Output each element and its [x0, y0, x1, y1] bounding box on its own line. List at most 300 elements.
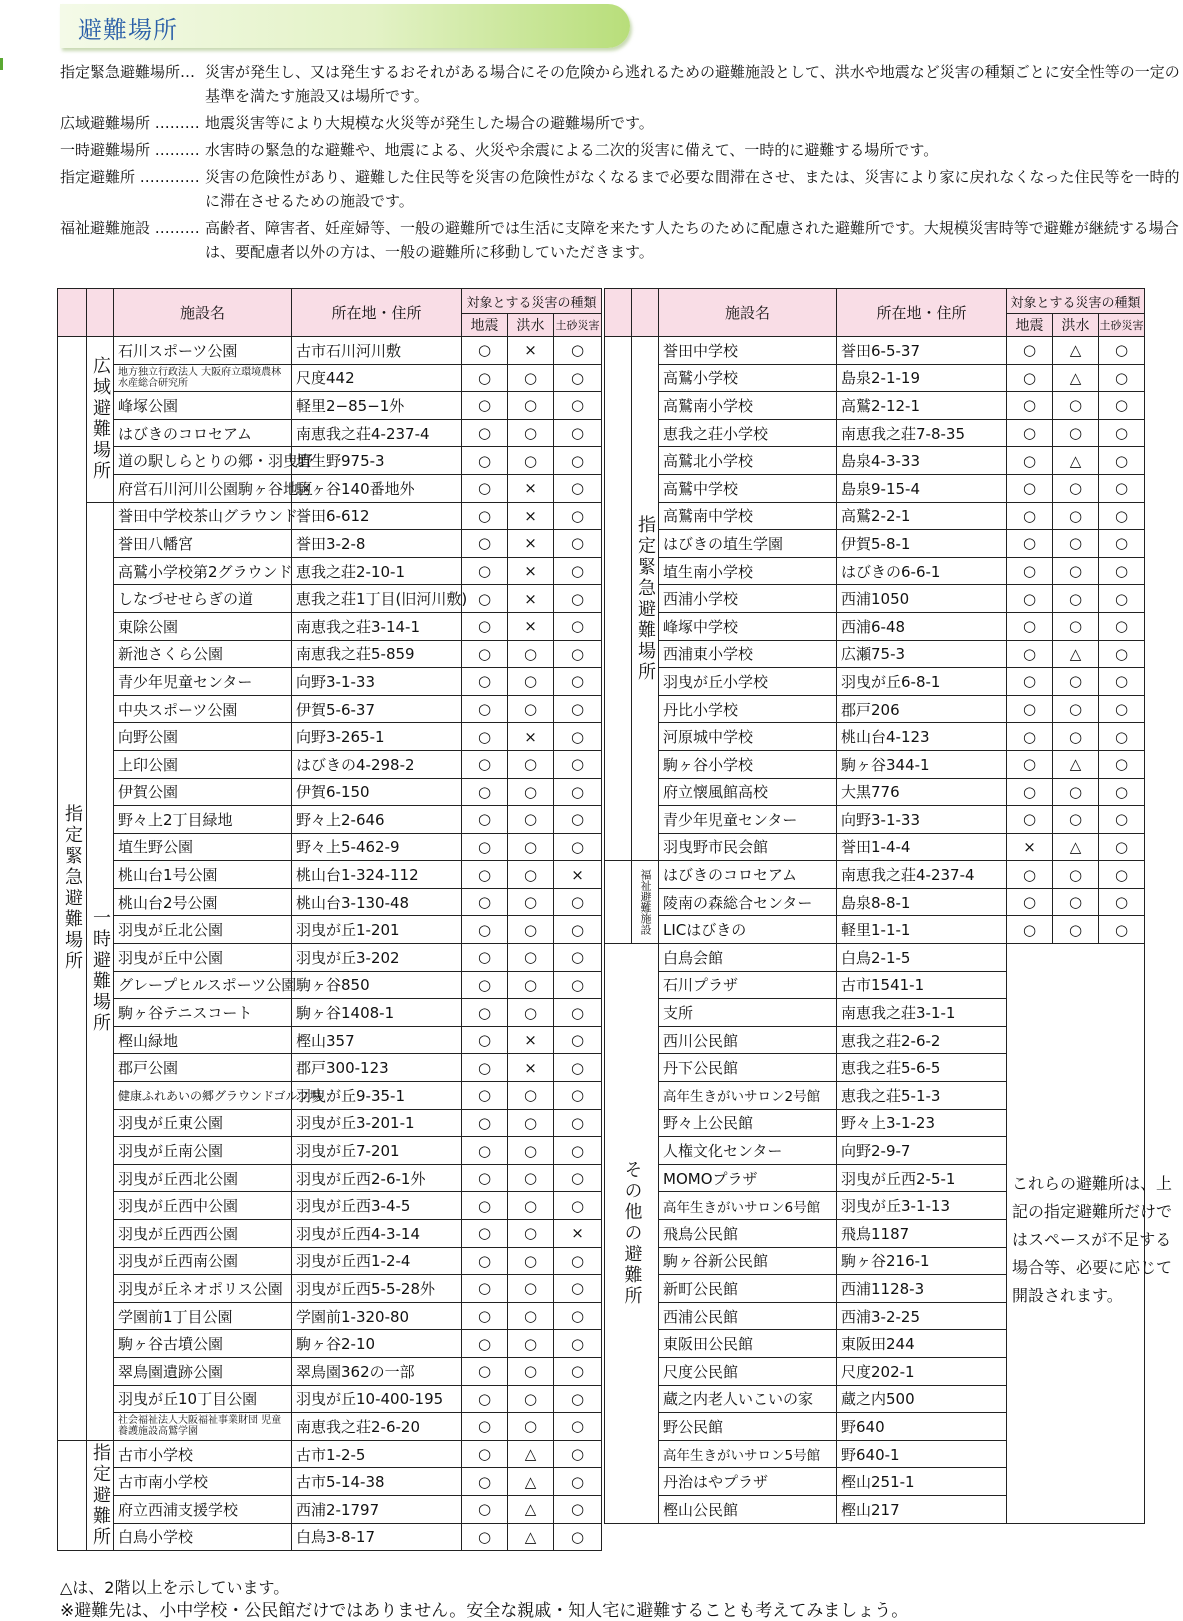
- header-landslide: 土砂災害: [1099, 314, 1145, 337]
- landslide-mark: ○: [554, 999, 602, 1027]
- facility-address: 郡戸300-123: [292, 1054, 462, 1082]
- facility-name: 白鳥小学校: [114, 1523, 292, 1551]
- facility-name: 陵南の森総合センター: [659, 888, 837, 916]
- flood-mark: ○: [508, 778, 554, 806]
- landslide-mark: ○: [554, 916, 602, 944]
- facility-address: 恵我之荘2-10-1: [292, 557, 462, 585]
- facility-address: 羽曳が丘西5-5-28外: [292, 1275, 462, 1303]
- flood-mark: ○: [508, 999, 554, 1027]
- definition-item: [60, 165, 1180, 213]
- table-row: [605, 502, 1145, 530]
- flood-mark: ×: [508, 474, 554, 502]
- facility-address: 島泉8-8-1: [837, 888, 1007, 916]
- facility-address: 南恵我之荘4-237-4: [837, 861, 1007, 889]
- flood-mark: ○: [508, 971, 554, 999]
- table-row: [58, 612, 602, 640]
- facility-name: 恵我之荘小学校: [659, 419, 837, 447]
- definition-desc: 高齢者、障害者、妊産婦等、一般の避難所では生活に支障を来たす人たちのために配慮された避難所です。大規模災害時等で避難が継続する場合は、要配慮者以外の方は、一般の避難所に移動していただきます。: [205, 219, 1179, 261]
- facility-address: 羽曳が丘1-201: [292, 916, 462, 944]
- facility-name: 高鷲中学校: [659, 474, 837, 502]
- earthquake-mark: ○: [462, 337, 508, 365]
- header-blank: [632, 289, 659, 337]
- facility-name: 西浦小学校: [659, 585, 837, 613]
- earthquake-mark: ○: [462, 530, 508, 558]
- facility-address: 羽曳が丘西2-5-1: [837, 1164, 1007, 1192]
- facility-name: 羽曳が丘西北公園: [114, 1164, 292, 1192]
- table-row: [58, 1357, 602, 1385]
- facility-address: 野々上5-462-9: [292, 833, 462, 861]
- facility-name: 野々上公民館: [659, 1109, 837, 1137]
- table-row: [58, 585, 602, 613]
- flood-mark: ○: [1053, 502, 1099, 530]
- landslide-mark: ○: [1099, 419, 1145, 447]
- landslide-mark: ○: [554, 557, 602, 585]
- facility-name: 古市南小学校: [114, 1468, 292, 1496]
- table-row: [58, 1109, 602, 1137]
- facility-address: 高鷲2-2-1: [837, 502, 1007, 530]
- table-row: [58, 392, 602, 420]
- landslide-mark: ○: [554, 1523, 602, 1551]
- flood-mark: ○: [508, 1247, 554, 1275]
- facility-address: 桃山台3-130-48: [292, 888, 462, 916]
- group-label-wide-area: 広域避難場所: [87, 337, 114, 503]
- landslide-mark: ○: [1099, 723, 1145, 751]
- facility-name: 桃山台1号公園: [114, 861, 292, 889]
- table-row: [605, 861, 1145, 889]
- facility-address: 向野3-1-33: [837, 806, 1007, 834]
- table-row: [58, 1054, 602, 1082]
- flood-mark: ○: [508, 447, 554, 475]
- landslide-mark: ○: [554, 1192, 602, 1220]
- earthquake-mark: ○: [462, 999, 508, 1027]
- flood-mark: △: [508, 1468, 554, 1496]
- earthquake-mark: ○: [462, 1026, 508, 1054]
- landslide-mark: ○: [1099, 640, 1145, 668]
- definition-term: 指定避難所 …………: [60, 168, 200, 186]
- facility-name: 埴生野公園: [114, 833, 292, 861]
- flood-mark: ○: [1053, 806, 1099, 834]
- flood-mark: △: [1053, 750, 1099, 778]
- facility-address: 翠鳥園362の一部: [292, 1357, 462, 1385]
- landslide-mark: ○: [554, 806, 602, 834]
- table-row: [58, 999, 602, 1027]
- facility-name: 羽曳が丘東公園: [114, 1109, 292, 1137]
- facility-address: 向野3-265-1: [292, 723, 462, 751]
- landslide-mark: ×: [554, 861, 602, 889]
- flood-mark: ○: [508, 1137, 554, 1165]
- facility-address: 伊賀5-6-37: [292, 695, 462, 723]
- facility-name: 埴生南小学校: [659, 557, 837, 585]
- facility-address: 桃山台1-324-112: [292, 861, 462, 889]
- facility-address: 羽曳が丘3-1-13: [837, 1192, 1007, 1220]
- facility-address: 蔵之内500: [837, 1385, 1007, 1413]
- earthquake-mark: ○: [1007, 861, 1053, 889]
- landslide-mark: ○: [554, 530, 602, 558]
- earthquake-mark: ○: [1007, 419, 1053, 447]
- facility-name: 白鳥会館: [659, 944, 837, 972]
- facility-name: 駒ヶ谷小学校: [659, 750, 837, 778]
- earthquake-mark: ○: [1007, 612, 1053, 640]
- header-blank: [87, 289, 114, 337]
- earthquake-mark: ○: [1007, 585, 1053, 613]
- facility-address: 羽曳が丘9-35-1: [292, 1082, 462, 1110]
- definitions-list: [60, 60, 1180, 267]
- table-row: [58, 888, 602, 916]
- earthquake-mark: ○: [1007, 695, 1053, 723]
- facility-address: 東阪田244: [837, 1330, 1007, 1358]
- landslide-mark: ○: [554, 337, 602, 365]
- earthquake-mark: ○: [462, 888, 508, 916]
- definition-desc: 水害時の緊急的な避難や、地震による、火災や余震による二次的災害に備えて、一時的に避難する場所です。: [205, 141, 939, 159]
- facility-name: 羽曳が丘10丁目公園: [114, 1385, 292, 1413]
- table-row: [58, 1440, 602, 1468]
- table-row: [605, 337, 1145, 365]
- earthquake-mark: ○: [1007, 557, 1053, 585]
- earthquake-mark: ○: [462, 1440, 508, 1468]
- landslide-mark: ○: [554, 695, 602, 723]
- facility-name: 駒ヶ谷テニスコート: [114, 999, 292, 1027]
- facility-address: 伊賀5-8-1: [837, 530, 1007, 558]
- group-label-emergency: 指定緊急避難場所: [58, 337, 87, 1441]
- facility-address: 野640-1: [837, 1440, 1007, 1468]
- table-row: [605, 474, 1145, 502]
- flood-mark: ○: [508, 944, 554, 972]
- definition-desc: 災害が発生し、又は発生するおそれがある場合にその危険から逃れるための避難施設として、洪水や地震など災害の種類ごとに安全性等の一定の基準を満たす施設又は場所です。: [205, 63, 1180, 105]
- table-row: [605, 364, 1145, 392]
- flood-mark: △: [1053, 447, 1099, 475]
- earthquake-mark: ○: [462, 1302, 508, 1330]
- earthquake-mark: ○: [462, 1330, 508, 1358]
- flood-mark: △: [1053, 337, 1099, 365]
- facility-name: 樫山公民館: [659, 1495, 837, 1523]
- table-row: [58, 1164, 602, 1192]
- flood-mark: ×: [508, 502, 554, 530]
- facility-name: 西川公民館: [659, 1026, 837, 1054]
- flood-mark: ○: [508, 750, 554, 778]
- flood-mark: ×: [508, 337, 554, 365]
- earthquake-mark: ○: [462, 695, 508, 723]
- definition-item: [60, 111, 1180, 135]
- table-row: [58, 806, 602, 834]
- flood-mark: ○: [508, 1192, 554, 1220]
- facility-address: 羽曳が丘西1-2-4: [292, 1247, 462, 1275]
- earthquake-mark: ○: [462, 861, 508, 889]
- section-title-bar: [60, 4, 630, 48]
- definition-desc: 地震災害等により大規模な火災等が発生した場合の避難場所です。: [205, 114, 654, 132]
- facility-name: 羽曳が丘西中公園: [114, 1192, 292, 1220]
- definition-item: [60, 138, 1180, 162]
- landslide-mark: ○: [554, 1275, 602, 1303]
- facility-name: 中央スポーツ公園: [114, 695, 292, 723]
- facility-name: 高年生きがいサロン2号館: [659, 1082, 837, 1110]
- earthquake-mark: ○: [462, 419, 508, 447]
- facility-name: 青少年児童センター: [659, 806, 837, 834]
- flood-mark: ○: [508, 861, 554, 889]
- facility-address: 西浦1128-3: [837, 1275, 1007, 1303]
- facility-address: 誉田3-2-8: [292, 530, 462, 558]
- flood-mark: ○: [508, 1109, 554, 1137]
- facility-address: 古市1-2-5: [292, 1440, 462, 1468]
- earthquake-mark: ○: [1007, 530, 1053, 558]
- earthquake-mark: ○: [462, 1164, 508, 1192]
- landslide-mark: ○: [554, 723, 602, 751]
- facility-address: 南恵我之荘2-6-20: [292, 1413, 462, 1441]
- facility-name: 羽曳が丘中公園: [114, 944, 292, 972]
- table-row: [605, 806, 1145, 834]
- flood-mark: △: [508, 1523, 554, 1551]
- table-row: [58, 447, 602, 475]
- header-facility-name: 施設名: [114, 289, 292, 337]
- landslide-mark: ○: [554, 502, 602, 530]
- flood-mark: ○: [1053, 612, 1099, 640]
- earthquake-mark: ○: [462, 557, 508, 585]
- facility-name: 向野公園: [114, 723, 292, 751]
- flood-mark: ○: [1053, 916, 1099, 944]
- flood-mark: ○: [508, 1302, 554, 1330]
- facility-name: しなづせせらぎの道: [114, 585, 292, 613]
- facility-name: 丹下公民館: [659, 1054, 837, 1082]
- flood-mark: ○: [508, 695, 554, 723]
- facility-address: 恵我之荘2-6-2: [837, 1026, 1007, 1054]
- table-row: [605, 585, 1145, 613]
- facility-address: 駒ヶ谷850: [292, 971, 462, 999]
- right-shelter-table: [604, 288, 1145, 1524]
- header-blank: [58, 289, 87, 337]
- earthquake-mark: ○: [462, 502, 508, 530]
- flood-mark: ○: [508, 916, 554, 944]
- facility-address: 西浦2-1797: [292, 1495, 462, 1523]
- table-row: [58, 1523, 602, 1551]
- landslide-mark: ○: [554, 474, 602, 502]
- table-row: [58, 557, 602, 585]
- flood-mark: △: [1053, 640, 1099, 668]
- facility-name: 高鷲小学校: [659, 364, 837, 392]
- earthquake-mark: ○: [462, 1192, 508, 1220]
- facility-name: 駒ヶ谷新公民館: [659, 1247, 837, 1275]
- earthquake-mark: ○: [462, 585, 508, 613]
- earthquake-mark: ○: [1007, 778, 1053, 806]
- landslide-mark: ○: [1099, 833, 1145, 861]
- facility-name: グレープヒルスポーツ公園: [114, 971, 292, 999]
- flood-mark: ○: [508, 419, 554, 447]
- facility-name: 河原城中学校: [659, 723, 837, 751]
- flood-mark: ○: [508, 1275, 554, 1303]
- landslide-mark: ○: [1099, 806, 1145, 834]
- facility-name: 新池さくら公園: [114, 640, 292, 668]
- landslide-mark: ○: [554, 1495, 602, 1523]
- facility-address: 西浦3-2-25: [837, 1302, 1007, 1330]
- facility-name: 地方独立行政法人 大阪府立環境農林水産総合研究所: [114, 364, 292, 392]
- landslide-mark: ○: [554, 1082, 602, 1110]
- earthquake-mark: ○: [1007, 640, 1053, 668]
- facility-name: 峰塚公園: [114, 392, 292, 420]
- earthquake-mark: ○: [462, 1247, 508, 1275]
- table-row: [58, 1385, 602, 1413]
- facility-address: 誉田6-612: [292, 502, 462, 530]
- earthquake-mark: ○: [1007, 806, 1053, 834]
- earthquake-mark: ○: [462, 833, 508, 861]
- table-row: [605, 557, 1145, 585]
- landslide-mark: ○: [554, 668, 602, 696]
- landslide-mark: ○: [554, 750, 602, 778]
- flood-mark: ×: [508, 557, 554, 585]
- landslide-mark: ○: [554, 392, 602, 420]
- facility-address: 古市1541-1: [837, 971, 1007, 999]
- earthquake-mark: ○: [462, 944, 508, 972]
- header-hazard-caption: 対象とする災害の種類: [462, 289, 602, 314]
- table-row: [605, 640, 1145, 668]
- table-row: [605, 833, 1145, 861]
- facility-address: 伊賀6-150: [292, 778, 462, 806]
- earthquake-mark: ○: [462, 778, 508, 806]
- flood-mark: ○: [1053, 778, 1099, 806]
- flood-mark: ○: [508, 833, 554, 861]
- earthquake-mark: ○: [1007, 337, 1053, 365]
- facility-name: 高鷲南中学校: [659, 502, 837, 530]
- landslide-mark: ○: [554, 1330, 602, 1358]
- table-row: [605, 944, 1145, 972]
- facility-address: 埴生野975-3: [292, 447, 462, 475]
- group-label-designated-corner: [58, 1440, 87, 1550]
- facility-name: 翠鳥園遺跡公園: [114, 1357, 292, 1385]
- facility-address: 駒ヶ谷140番地外: [292, 474, 462, 502]
- flood-mark: △: [1053, 833, 1099, 861]
- earthquake-mark: ○: [1007, 392, 1053, 420]
- landslide-mark: ○: [1099, 447, 1145, 475]
- facility-address: 駒ヶ谷216-1: [837, 1247, 1007, 1275]
- facility-address: 南恵我之荘5-859: [292, 640, 462, 668]
- table-row: [605, 447, 1145, 475]
- table-row: [58, 640, 602, 668]
- flood-mark: ○: [1053, 723, 1099, 751]
- facility-name: 社会福祉法人大阪福祉事業財団 児童養護施設高鷲学園: [114, 1413, 292, 1441]
- landslide-mark: ○: [1099, 392, 1145, 420]
- facility-name: 道の駅しらとりの郷・羽曳野: [114, 447, 292, 475]
- flood-mark: ○: [508, 640, 554, 668]
- landslide-mark: ○: [1099, 585, 1145, 613]
- table-row: [58, 1192, 602, 1220]
- table-row: [605, 530, 1145, 558]
- facility-address: 羽曳が丘西4-3-14: [292, 1220, 462, 1248]
- definition-term: 福祉避難施設 ………: [60, 219, 200, 237]
- facility-address: 誉田6-5-37: [837, 337, 1007, 365]
- facility-address: 南恵我之荘3-14-1: [292, 612, 462, 640]
- earthquake-mark: ○: [462, 1495, 508, 1523]
- flood-mark: ×: [508, 585, 554, 613]
- facility-address: 古市石川河川敷: [292, 337, 462, 365]
- earthquake-mark: ○: [1007, 723, 1053, 751]
- landslide-mark: ○: [554, 364, 602, 392]
- landslide-mark: ○: [554, 612, 602, 640]
- facility-address: 向野3-1-33: [292, 668, 462, 696]
- earthquake-mark: ○: [462, 640, 508, 668]
- earthquake-mark: ×: [1007, 833, 1053, 861]
- facility-name: 東阪田公民館: [659, 1330, 837, 1358]
- flood-mark: ○: [508, 668, 554, 696]
- group-label-blank: [605, 861, 632, 944]
- facility-name: 上印公園: [114, 750, 292, 778]
- facility-address: 駒ヶ谷1408-1: [292, 999, 462, 1027]
- facility-name: 樫山緑地: [114, 1026, 292, 1054]
- section-title: 避難場所: [78, 16, 178, 44]
- facility-name: MOMOプラザ: [659, 1164, 837, 1192]
- earthquake-mark: ○: [462, 1468, 508, 1496]
- earthquake-mark: ○: [1007, 474, 1053, 502]
- landslide-mark: ○: [1099, 750, 1145, 778]
- earthquake-mark: ○: [462, 392, 508, 420]
- facility-name: 羽曳が丘北公園: [114, 916, 292, 944]
- facility-address: 軽里2−85−1外: [292, 392, 462, 420]
- table-row: [58, 1247, 602, 1275]
- facility-address: 古市5-14-38: [292, 1468, 462, 1496]
- facility-name: はびきのコロセアム: [659, 861, 837, 889]
- facility-address: 尺度442: [292, 364, 462, 392]
- earthquake-mark: ○: [462, 474, 508, 502]
- table-row: [58, 944, 602, 972]
- group-label-blank: [605, 337, 632, 861]
- facility-name: 尺度公民館: [659, 1357, 837, 1385]
- facility-address: 恵我之荘1丁目(旧河川敷): [292, 585, 462, 613]
- flood-mark: ×: [508, 1054, 554, 1082]
- earthquake-mark: ○: [462, 723, 508, 751]
- flood-mark: ×: [508, 530, 554, 558]
- facility-name: 高鷲小学校第2グラウンド: [114, 557, 292, 585]
- facility-address: 恵我之荘5-1-3: [837, 1082, 1007, 1110]
- landslide-mark: ○: [554, 778, 602, 806]
- table-row: [58, 1137, 602, 1165]
- header-landslide: 土砂災害: [554, 314, 602, 337]
- facility-address: 郡戸206: [837, 695, 1007, 723]
- landslide-mark: ○: [1099, 612, 1145, 640]
- table-row: [58, 1413, 602, 1441]
- flood-mark: ○: [1053, 530, 1099, 558]
- facility-name: 西浦東小学校: [659, 640, 837, 668]
- definition-item: [60, 216, 1180, 264]
- table-row: [605, 750, 1145, 778]
- facility-name: LICはびきの: [659, 916, 837, 944]
- facility-name: 峰塚中学校: [659, 612, 837, 640]
- other-shelters-note: これらの避難所は、上記の指定避難所だけではスペースが不足する場合等、必要に応じて開設されます。: [1012, 1174, 1173, 1305]
- definition-term: 指定緊急避難場所…: [60, 63, 196, 81]
- facility-name: 東除公園: [114, 612, 292, 640]
- flood-mark: △: [508, 1495, 554, 1523]
- table-row: [58, 1026, 602, 1054]
- table-row: [605, 419, 1145, 447]
- landslide-mark: ○: [554, 944, 602, 972]
- landslide-mark: ○: [554, 1385, 602, 1413]
- facility-address: 樫山251-1: [837, 1468, 1007, 1496]
- landslide-mark: ○: [1099, 337, 1145, 365]
- facility-address: 飛鳥1187: [837, 1220, 1007, 1248]
- landslide-mark: ○: [554, 1109, 602, 1137]
- facility-address: はびきの6-6-1: [837, 557, 1007, 585]
- side-marker: [0, 58, 3, 70]
- facility-name: 羽曳が丘ネオポリス公園: [114, 1275, 292, 1303]
- facility-name: 誉田中学校茶山グラウンド: [114, 502, 292, 530]
- facility-name: 誉田八幡宮: [114, 530, 292, 558]
- table-row: [58, 530, 602, 558]
- facility-address: 高鷲2-12-1: [837, 392, 1007, 420]
- facility-address: 恵我之荘5-6-5: [837, 1054, 1007, 1082]
- header-earthquake: 地震: [462, 314, 508, 337]
- table-row: [58, 861, 602, 889]
- facility-address: 白鳥2-1-5: [837, 944, 1007, 972]
- flood-mark: ○: [1053, 668, 1099, 696]
- table-row: [58, 750, 602, 778]
- facility-name: 羽曳が丘西西公園: [114, 1220, 292, 1248]
- earthquake-mark: ○: [462, 1082, 508, 1110]
- landslide-mark: ○: [554, 1137, 602, 1165]
